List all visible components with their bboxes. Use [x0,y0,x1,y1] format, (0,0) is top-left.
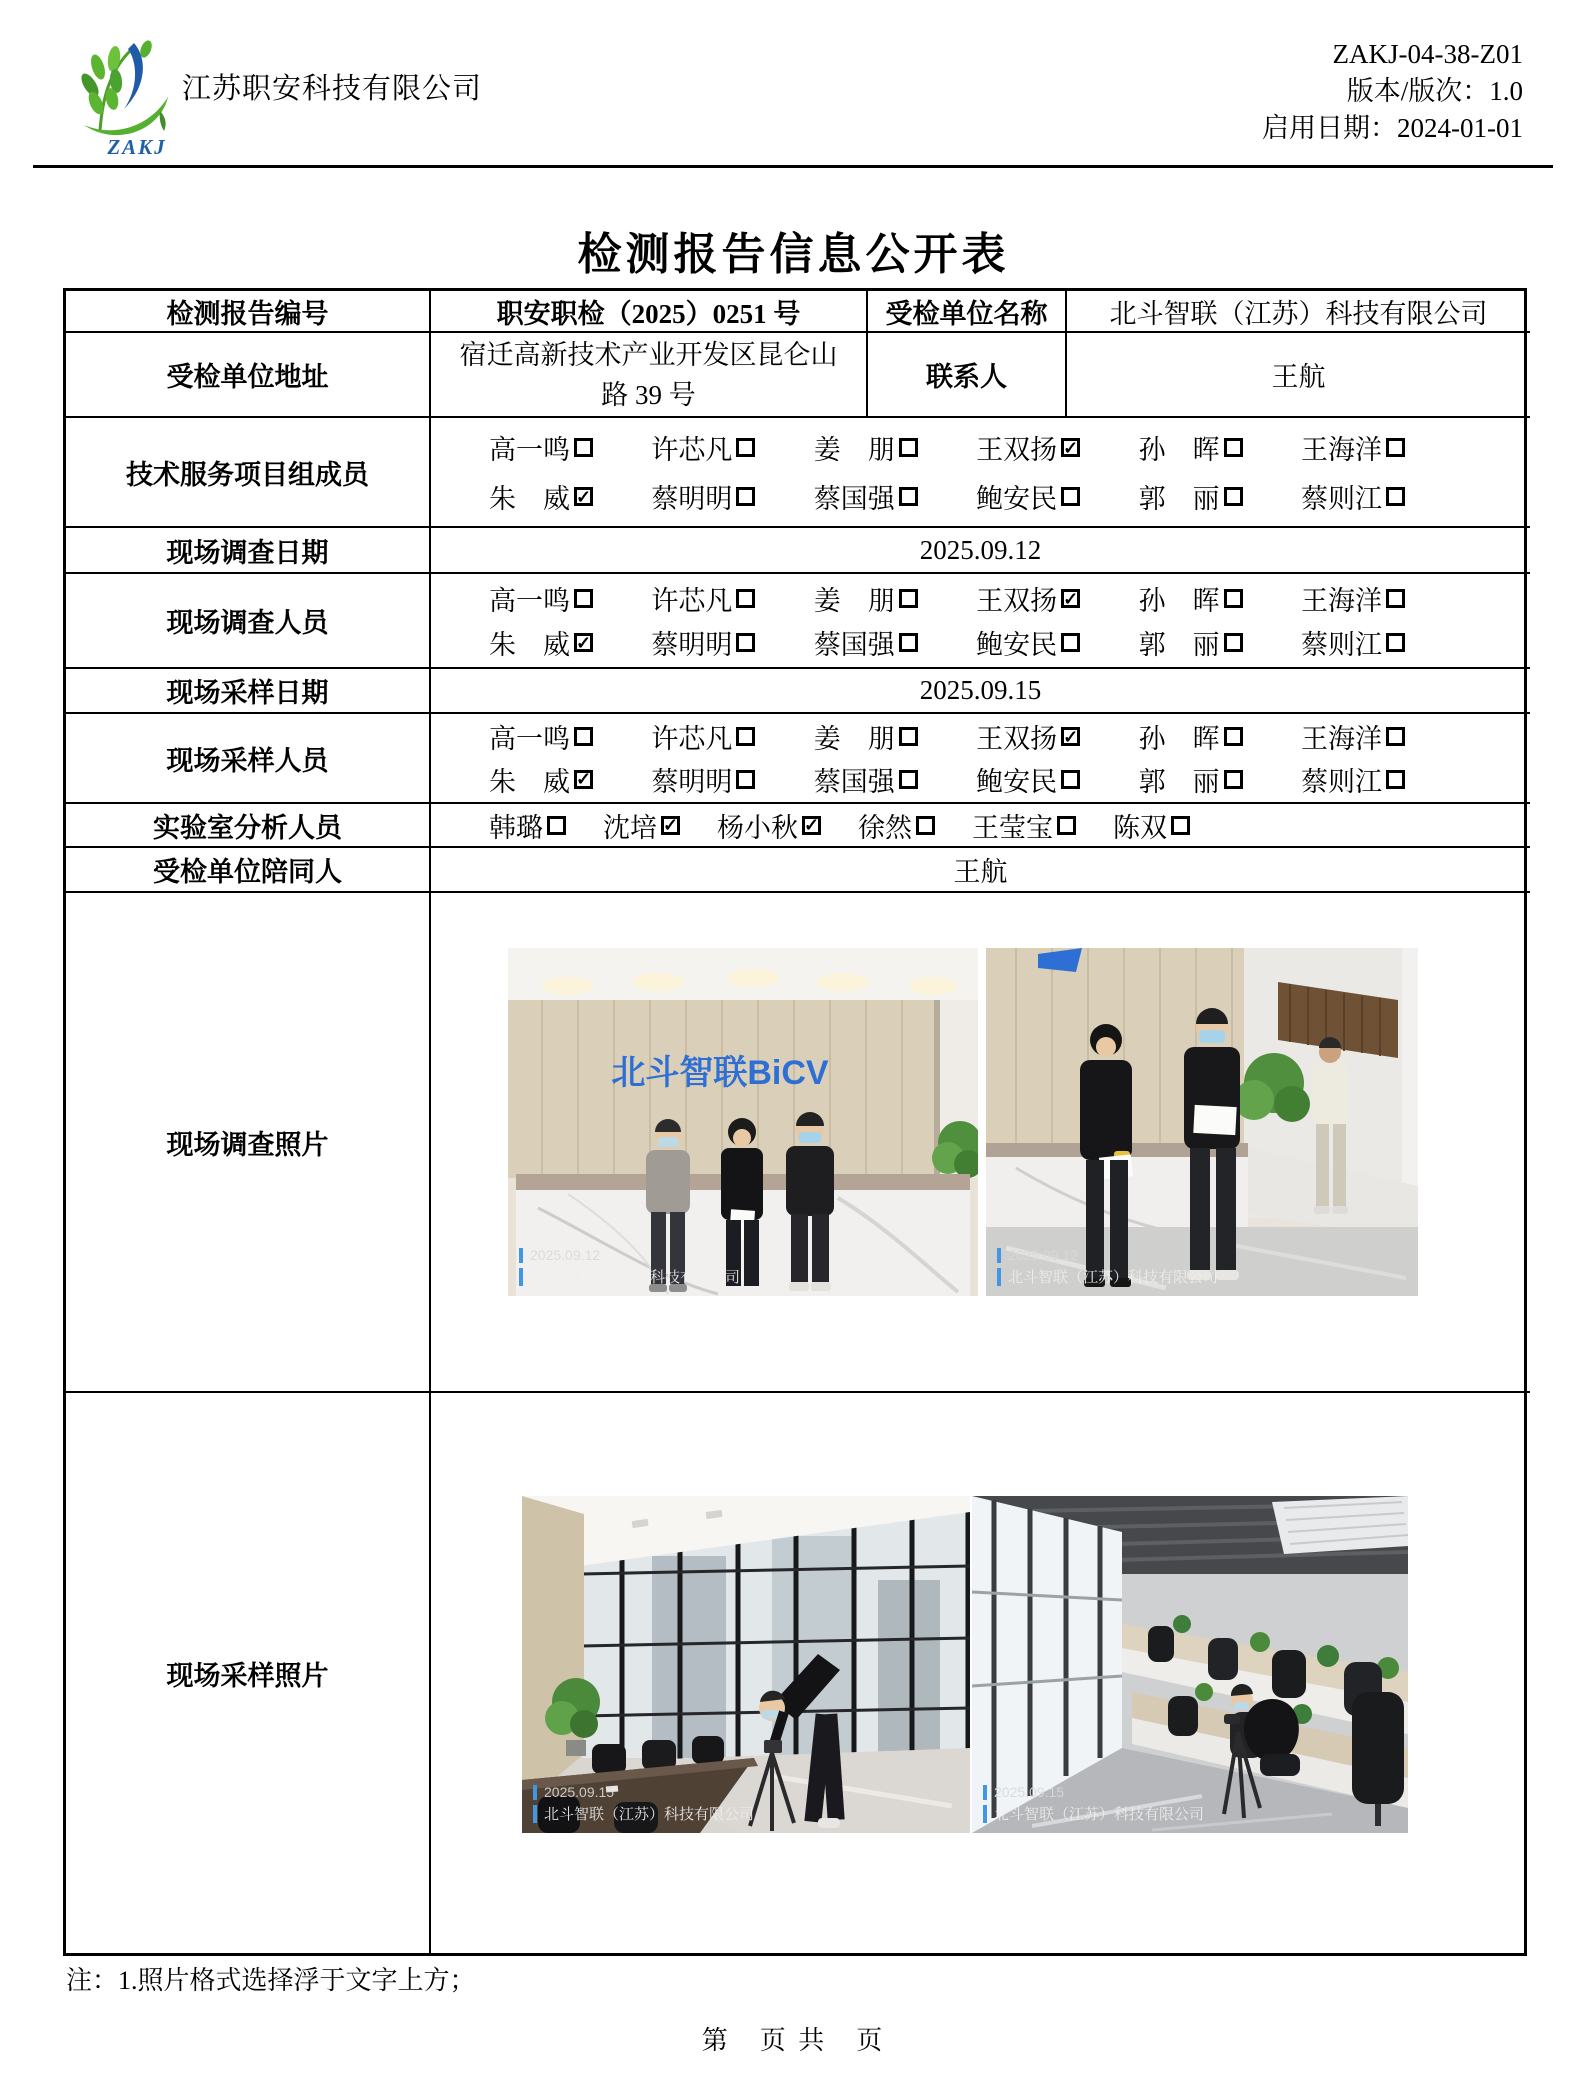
person-item [489,477,593,516]
person-item [489,717,593,756]
person-name: 姜 朋 [813,586,895,616]
sampling-people-label: 现场采样人员 [66,714,431,804]
person-name: 王海洋 [1300,586,1382,616]
person-item [976,428,1080,467]
checkbox-icon[interactable] [1061,770,1080,789]
person-name: 孙 晖 [1138,586,1220,616]
watermark-date: 2025.09.15 [544,1784,615,1800]
leaf-logo-icon [72,33,182,143]
checkbox-icon[interactable] [1386,633,1405,652]
person-item [858,806,935,845]
person-item [1301,477,1405,516]
company-logo [72,33,182,163]
survey-photos-cell [431,893,1530,1393]
person-item [814,623,918,662]
person-item [976,623,1080,662]
person-item [1301,579,1405,618]
person-name: 朱 威 [489,766,570,797]
watermark-company: 北斗智联（江苏）科技有限公司 [544,1807,755,1823]
person-item [1113,806,1190,845]
person-item [717,806,821,845]
person-item [976,717,1080,756]
header-divider [33,165,1553,168]
unit-name-label: 受检单位名称 [868,291,1067,333]
person-item [651,579,755,618]
info-table [63,288,1527,1956]
person-item [972,806,1076,845]
checkbox-icon[interactable] [736,589,755,608]
sampling-photo-label: 现场采样照片 [66,1393,431,1953]
checkbox-icon[interactable] [1386,589,1405,608]
report-no-value: 职安职检（2025）0251 号 [431,291,868,333]
person-item [1301,717,1405,756]
checkbox-icon[interactable] [1057,816,1076,835]
team-roster [431,418,1530,528]
checkbox-icon[interactable] [1061,633,1080,652]
watermark-company: 北斗智联（江苏）科技有限公司 [994,1807,1205,1823]
contact-label: 联系人 [868,333,1067,418]
person-name: 孙 晖 [1138,435,1220,465]
checkbox-checked-icon[interactable]: ✓ [662,815,679,835]
person-item [814,579,918,618]
survey-people-label: 现场调查人员 [66,574,431,669]
person-name: 王双扬 [976,586,1058,616]
person-item [651,717,755,756]
checkbox-icon[interactable] [899,727,918,746]
person-name: 朱 威 [489,630,570,660]
survey-roster [431,574,1530,669]
escort-label: 受检单位陪同人 [66,848,431,893]
team-roster-line2 [431,477,1530,516]
person-name: 许芯凡 [651,724,733,755]
survey-date-label: 现场调查日期 [66,528,431,574]
unit-name-value: 北斗智联（江苏）科技有限公司 [1067,291,1530,333]
watermark-date: 2025.09.12 [1008,1247,1079,1263]
checkbox-icon[interactable] [916,816,935,835]
sampling-date-label: 现场采样日期 [66,669,431,714]
sampling-photos-cell [431,1393,1530,1953]
person-item [814,477,918,516]
person-name: 郭 丽 [1138,766,1220,797]
checkbox-icon[interactable] [1386,487,1405,506]
checkbox-checked-icon[interactable]: ✓ [575,632,592,653]
person-name: 蔡明明 [651,766,733,797]
person-item [1301,623,1405,662]
sampling-roster-line2 [431,760,1530,799]
person-item [651,428,755,467]
survey-photo-label: 现场调查照片 [66,893,431,1393]
person-name: 郭 丽 [1138,484,1220,514]
lab-roster-line [431,806,1530,845]
person-item [603,806,680,845]
person-item [489,623,593,662]
person-name: 蔡则江 [1300,766,1382,797]
person-name: 蔡则江 [1300,484,1382,514]
checkbox-icon[interactable] [547,816,566,835]
watermark-date: 2025.09.15 [994,1784,1065,1800]
checkbox-icon[interactable] [736,727,755,746]
person-item [976,760,1080,799]
watermark-company: 北斗智联（江苏）科技有限公司 [530,1270,741,1286]
person-name: 鲍安民 [976,766,1058,797]
checkbox-icon[interactable] [1171,816,1190,835]
person-item [1139,428,1243,467]
person-name: 鲍安民 [976,484,1058,514]
survey-roster-line1 [431,579,1530,618]
doc-version: 版本/版次：1.0 [1346,76,1523,106]
wall-brand-sign: 北斗智联BiCV [611,1054,829,1092]
person-name: 王海洋 [1300,724,1382,755]
checkbox-icon[interactable] [1386,727,1405,746]
person-name: 许芯凡 [651,435,733,465]
person-name: 王双扬 [976,435,1058,465]
checkbox-icon[interactable] [899,487,918,506]
survey-photo-2 [986,948,1418,1296]
sampling-photo-2 [972,1496,1408,1833]
checkbox-checked-icon[interactable]: ✓ [1063,726,1079,747]
person-name: 高一鸣 [489,435,570,465]
person-name: 杨小秋 [717,812,798,843]
person-item [1139,623,1243,662]
checkbox-icon[interactable] [1224,438,1243,457]
checkbox-checked-icon[interactable]: ✓ [575,486,592,507]
checkbox-icon[interactable] [574,589,593,608]
person-name: 沈培 [603,812,657,843]
person-name: 蔡国强 [813,484,895,514]
checkbox-icon[interactable] [1386,770,1405,789]
person-item [1301,428,1405,467]
checkbox-icon[interactable] [1224,589,1243,608]
footnote: 注：1.照片格式选择浮于文字上方； [66,1966,476,1995]
person-name: 蔡明明 [651,484,733,514]
person-name: 蔡明明 [651,630,733,660]
survey-photo-1 [508,948,978,1296]
person-item [976,579,1080,618]
person-item [651,760,755,799]
person-item [1139,579,1243,618]
doc-effective-date: 启用日期：2024-01-01 [1262,113,1523,143]
page-title: 检测报告信息公开表 [577,230,1010,279]
team-label: 技术服务项目组成员 [66,418,431,528]
person-name: 徐然 [858,812,912,843]
person-item [1139,760,1243,799]
person-name: 蔡国强 [813,766,895,797]
person-name: 姜 朋 [813,724,895,755]
contact-value: 王航 [1067,333,1530,418]
person-name: 朱 威 [489,484,570,514]
person-name: 蔡国强 [813,630,895,660]
logo-text: ZAKJ [107,135,167,159]
watermark-bar-icon [533,1805,537,1823]
watermark-bar-icon [533,1785,537,1800]
person-name: 郭 丽 [1138,630,1220,660]
unit-addr-label: 受检单位地址 [66,333,431,418]
lab-label: 实验室分析人员 [66,804,431,848]
checkbox-icon[interactable] [899,438,918,457]
page-number-footer: 第 页 共 页 [701,2026,886,2055]
watermark-bar-icon [997,1268,1001,1286]
lab-roster [431,804,1530,848]
photo-watermark [533,1781,754,1824]
person-name: 姜 朋 [813,435,895,465]
person-item [814,428,918,467]
sampling-roster-line1 [431,717,1530,756]
checkbox-icon[interactable] [1386,438,1405,457]
watermark-date: 2025.09.12 [530,1247,601,1263]
checkbox-icon[interactable] [736,770,755,789]
checkbox-checked-icon[interactable]: ✓ [575,769,592,790]
report-no-label: 检测报告编号 [66,291,431,333]
checkbox-checked-icon[interactable]: ✓ [1063,588,1079,609]
person-item [489,806,566,845]
checkbox-icon[interactable] [899,633,918,652]
person-name: 鲍安民 [976,630,1058,660]
person-name: 韩璐 [489,812,543,843]
person-name: 王莹宝 [972,812,1053,843]
watermark-bar-icon [983,1785,987,1800]
checkbox-icon[interactable] [736,438,755,457]
person-item [651,623,755,662]
person-item [1301,760,1405,799]
person-item [489,579,593,618]
sampling-photo-1 [522,1496,970,1833]
person-item [489,760,593,799]
person-name: 王海洋 [1300,435,1382,465]
checkbox-icon[interactable] [1224,727,1243,746]
checkbox-icon[interactable] [574,438,593,457]
checkbox-icon[interactable] [1224,633,1243,652]
person-item [976,477,1080,516]
checkbox-icon[interactable] [1224,770,1243,789]
doc-code: ZAKJ-04-38-Z01 [1332,39,1523,69]
person-item [1139,717,1243,756]
watermark-bar-icon [983,1805,987,1823]
survey-roster-line2 [431,623,1530,662]
person-item [814,717,918,756]
photo-watermark [519,1244,740,1287]
checkbox-icon[interactable] [736,633,755,652]
person-item [489,428,593,467]
checkbox-icon[interactable] [736,487,755,506]
survey-date-value: 2025.09.12 [431,528,1530,574]
photo-watermark [997,1244,1218,1287]
person-name: 许芯凡 [651,586,733,616]
checkbox-icon[interactable] [574,727,593,746]
watermark-bar-icon [519,1248,523,1263]
person-item [1139,477,1243,516]
person-name: 高一鸣 [489,724,570,755]
escort-value: 王航 [431,848,1530,893]
watermark-company: 北斗智联（江苏）科技有限公司 [1008,1270,1219,1286]
team-roster-line1 [431,428,1530,467]
person-name: 孙 晖 [1138,724,1220,755]
checkbox-icon[interactable] [1224,487,1243,506]
watermark-bar-icon [997,1248,1001,1263]
unit-addr-value: 宿迁高新技术产业开发区昆仑山路 39 号 [431,333,868,418]
sampling-date-value: 2025.09.15 [431,669,1530,714]
sampling-roster [431,714,1530,804]
checkbox-checked-icon[interactable]: ✓ [1063,437,1079,458]
checkbox-icon[interactable] [899,589,918,608]
person-name: 蔡则江 [1300,630,1382,660]
company-name: 江苏职安科技有限公司 [182,73,483,105]
person-item [651,477,755,516]
person-name: 王双扬 [976,724,1058,755]
photo-watermark [983,1781,1204,1824]
person-name: 陈双 [1113,812,1167,843]
watermark-bar-icon [519,1268,523,1286]
checkbox-icon[interactable] [899,770,918,789]
header-doc-info [1262,36,1523,147]
person-item [814,760,918,799]
checkbox-checked-icon[interactable]: ✓ [803,815,820,835]
checkbox-icon[interactable] [1061,487,1080,506]
person-name: 高一鸣 [489,586,570,616]
